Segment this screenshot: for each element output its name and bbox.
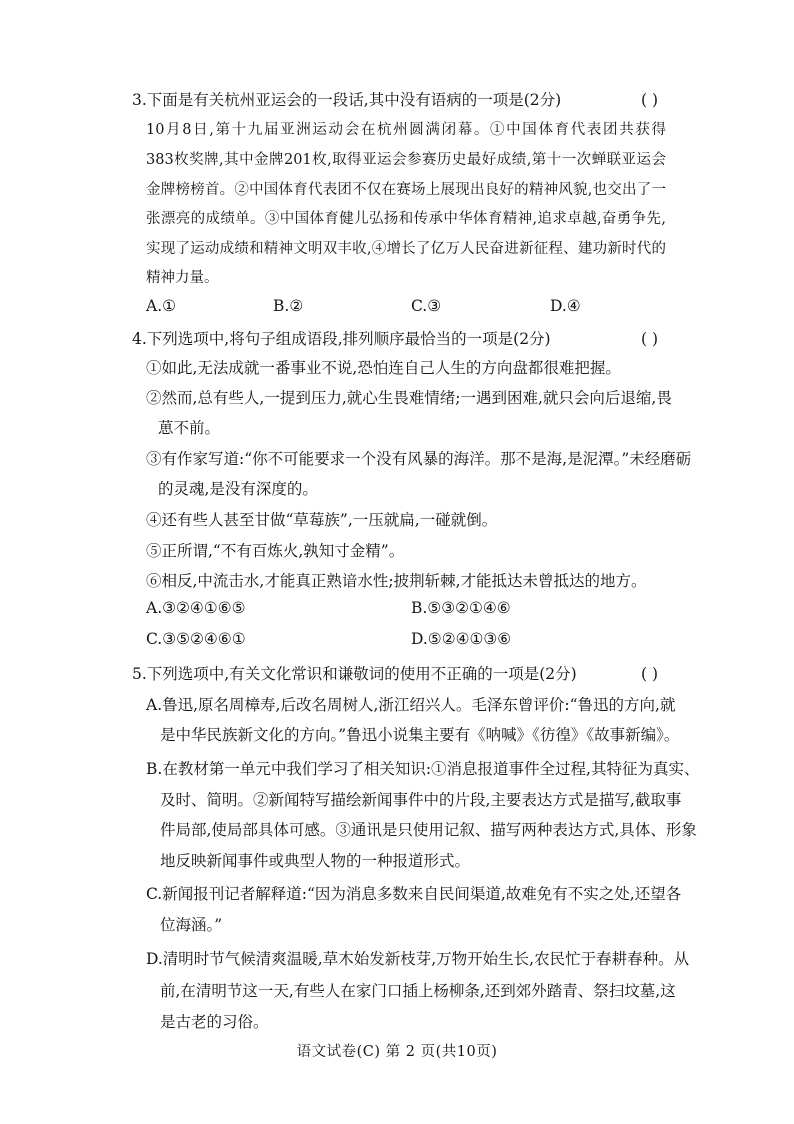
question-4-answer-blank: ( ) [640, 330, 658, 348]
question-3-answer-blank: ( ) [640, 91, 658, 109]
question-5-header [132, 662, 672, 684]
q5-option-c[interactable]: C.新闻报刊记者解释道:“因为消息多数来自民间渠道,故难免有不实之处,还望各 [146, 885, 682, 903]
q3-passage-line: 实现了运动成绩和精神文明双丰收,④增长了亿万人民奋进新征程、建功新时代的 [146, 241, 666, 257]
q4-option-a[interactable]: A.③②④①⑥⑤ [146, 599, 246, 617]
q5-option-b[interactable]: B.在教材第一单元中我们学习了相关知识:①消息报道事件全过程,其特征为真实、 [146, 760, 700, 778]
q4-sentence-cont: 的灵魂,是没有深度的。 [158, 480, 318, 498]
q5-option-d-cont: 是古老的习俗。 [160, 1013, 269, 1031]
q4-sentence: ②然而,总有些人,一提到压力,就心生畏难情绪;一遇到困难,就只会向后退缩,畏 [146, 389, 672, 407]
q5-option-b-cont: 及时、简明。②新闻特写描绘新闻事件中的片段,主要表达方式是描写,截取事 [160, 791, 682, 809]
q3-passage-line: 张漂亮的成绩单。③中国体育健儿弘扬和传承中华体育精神,追求卓越,奋勇争先, [146, 211, 666, 227]
question-4-stem: 4.下列选项中,将句子组成语段,排列顺序最恰当的一项是(2分) [132, 330, 551, 348]
question-4-header [132, 327, 672, 349]
q5-option-a[interactable]: A.鲁迅,原名周樟寿,后改名周树人,浙江绍兴人。毛泽东曾评价:“鲁迅的方向,就 [146, 696, 676, 714]
q3-option-c[interactable]: C.③ [411, 297, 442, 315]
q4-sentence: ⑤正所谓,“不有百炼火,孰知寸金精”。 [146, 542, 405, 560]
q4-sentence: ①如此,无法成就一番事业不说,恐怕连自己人生的方向盘都很难把握。 [146, 359, 621, 377]
q3-passage-line: 383枚奖牌,其中金牌201枚,取得亚运会参赛历史最好成绩,第十一次蝉联亚运会 [146, 152, 666, 168]
q3-passage-line: 精神力量。 [146, 270, 219, 286]
q4-sentence: ③有作家写道:“你不可能要求一个没有风暴的海洋。那不是海,是泥潭。”未经磨砺 [146, 450, 692, 468]
q5-option-b-cont: 件局部,使局部具体可感。③通讯是只使用记叙、描写两种表达方式,具体、形象 [160, 821, 697, 839]
q5-option-c-cont: 位海涵。” [160, 916, 223, 934]
q5-option-b-cont: 地反映新闻事件或典型人物的一种报道形式。 [160, 852, 471, 870]
q4-option-c[interactable]: C.③⑤②④⑥① [146, 630, 246, 648]
q5-option-d[interactable]: D.清明时节气候清爽温暖,草木始发新枝芽,万物开始生长,农民忙于春耕春种。从 [146, 950, 690, 968]
question-5-stem: 5.下列选项中,有关文化常识和谦敬词的使用不正确的一项是(2分) [132, 665, 577, 683]
q4-option-b[interactable]: B.⑤③②①④⑥ [411, 599, 511, 617]
q4-sentence: ④还有些人甚至甘做“草莓族”,一压就扁,一碰就倒。 [146, 511, 498, 529]
q3-passage-line: 10月8日,第十九届亚洲运动会在杭州圆满闭幕。①中国体育代表团共获得 [146, 122, 666, 138]
question-3-stem: 3.下面是有关杭州亚运会的一段话,其中没有语病的一项是(2分) [132, 91, 562, 109]
q4-sentence: ⑥相反,中流击水,才能真正熟谙水性;披荆斩棘,才能抵达未曾抵达的地方。 [146, 572, 647, 590]
q3-passage-line: 金牌榜榜首。②中国体育代表团不仅在赛场上展现出良好的精神风貌,也交出了一 [146, 182, 666, 198]
q4-sentence-cont: 葸不前。 [158, 419, 221, 437]
page-footer: 语文试卷(C) 第 2 页(共10页) [296, 1044, 498, 1060]
question-5-answer-blank: ( ) [640, 665, 658, 683]
q3-option-d[interactable]: D.④ [550, 297, 581, 315]
q4-option-d[interactable]: D.⑤②④①③⑥ [411, 630, 512, 648]
q3-option-a[interactable]: A.① [146, 297, 177, 315]
q5-option-a-cont: 是中华民族新文化的方向。”鲁迅小说集主要有《呐喊》《彷徨》《故事新编》。 [160, 726, 680, 744]
q5-option-d-cont: 前,在清明节这一天,有些人在家门口插上杨柳条,还到郊外踏青、祭扫坟墓,这 [160, 982, 676, 1000]
q3-option-b[interactable]: B.② [273, 297, 304, 315]
question-3-header [132, 88, 672, 110]
